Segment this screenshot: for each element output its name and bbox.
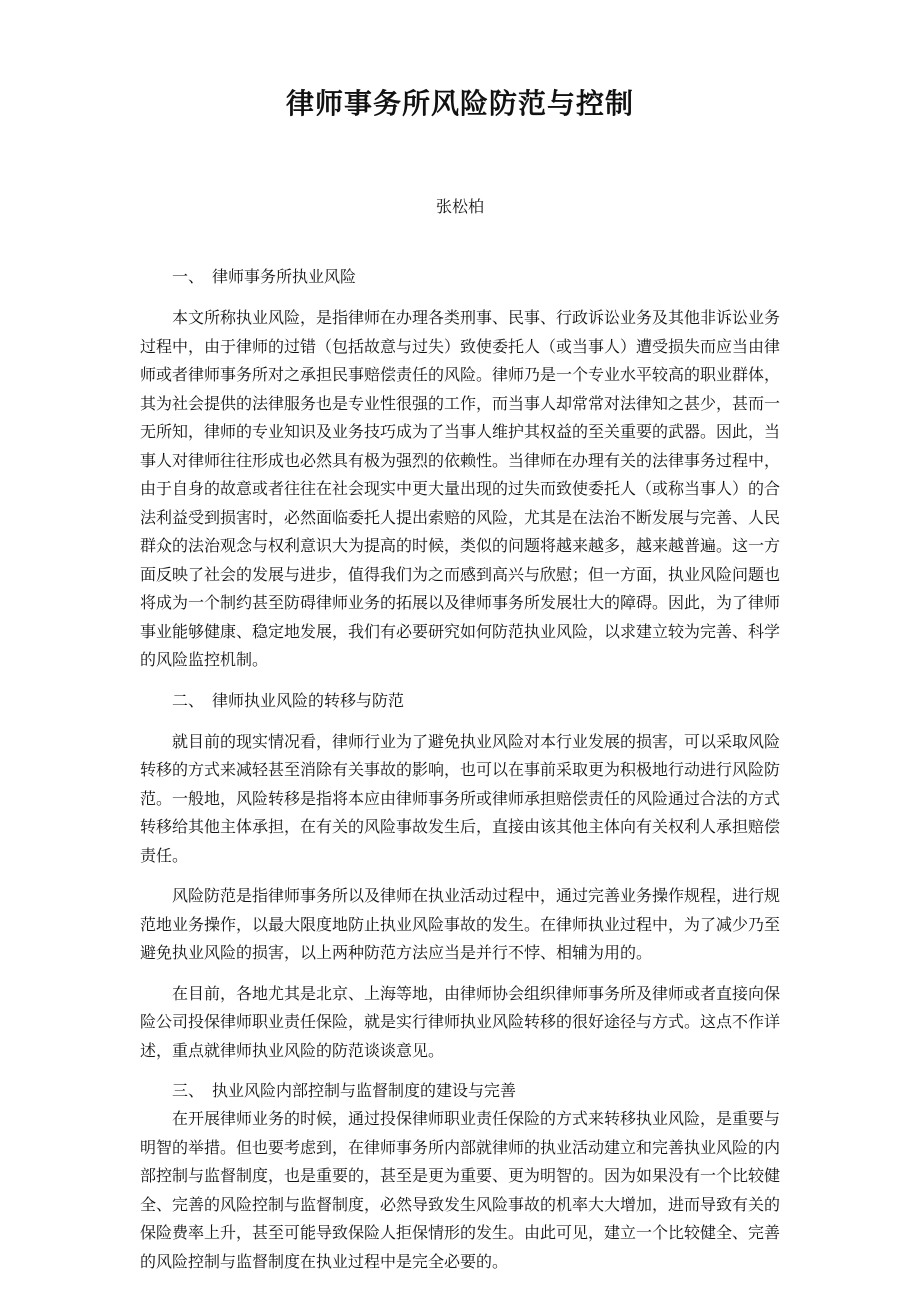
section-2-paragraph-3: 在目前，各地尤其是北京、上海等地，由律师协会组织律师事务所及律师或者直接向保险公司投保律师职业责任保险，就是实行律师执业风险转移的很好途径与方式。这点不作详述，重点就律师执业风险的防范谈谈意见。	[140, 985, 781, 1060]
section-1-paragraph-1: 本文所称执业风险，是指律师在办理各类刑事、民事、行政诉讼业务及其他非诉讼业务过程中，由于律师的过错（包括故意与过失）致使委托人（或当事人）遭受损失而应当由律师或者律师事务所对之承担民事赔偿责任的风险。律师乃是一个专业水平较高的职业群体，其为社会提供的法律服务也是专业性很强的工作，而当事人却常常对法律知之甚少，甚而一无所知，律师的专业知识及业务技巧成为了当事人维护其权益的至关重要的武器。因此，当事人对律师往往形成也必然具有极为强烈的依赖性。当律师在办理有关的法律事务过程中，由于自身的故意或者往往在社会现实中更大量出现的过失而致使委托人（或称当事人）的合法利益受到损害时，必然面临委托人提出索赔的风险，尤其是在法治不断发展与完善、人民群众的法治观念与权利意识大为提高的时候，类似的问题将越来越多，越来越普遍。这一方面反映了社会的发展与进步，值得我们为之而感到高兴与欣慰；但一方面，执业风险问题也将成为一个制约甚至防碍律师业务的拓展以及律师事务所发展壮大的障碍。因此，为了律师事业能够健康、稳定地发展，我们有必要研究如何防范执业风险，以求建立较为完善、科学的风险监控机制。	[140, 310, 781, 669]
section-1-heading: 一、 律师事务所执业风险	[172, 269, 357, 286]
section-3-paragraph-1: 在开展律师业务的时候，通过投保律师职业责任保险的方式来转移执业风险，是重要与明智的举措。但也要考虑到，在律师事务所内部就律师的执业活动建立和完善执业风险的内部控制与监督制度，也是重要的，甚至是更为重要、更为明智的。因为如果没有一个比较健全、完善的风险控制与监督制度，必然导致发生风险事故的机率大大增加，进而导致有关的保险费率上升，甚至可能导致保险人拒保情形的发生。由此可见，建立一个比较健全、完善的风险控制与监督制度在执业过程中是完全必要的。	[140, 1111, 781, 1271]
section-2-paragraph-2: 风险防范是指律师事务所以及律师在执业活动过程中，通过完善业务操作规程，进行规范地业务操作，以最大限度地防止执业风险事故的发生。在律师执业过程中，为了减少乃至避免执业风险的损害，以上两种防范方法应当是并行不悖、相辅为用的。	[140, 888, 781, 962]
document-author: 张松柏	[435, 199, 484, 216]
document-title: 律师事务所风险防范与控制	[285, 89, 634, 120]
section-3-heading: 三、 执业风险内部控制与监督制度的建设与完善	[172, 1083, 517, 1100]
section-2-heading: 二、 律师执业风险的转移与防范	[172, 692, 405, 710]
section-2-paragraph-1: 就目前的现实情况看，律师行业为了避免执业风险对本行业发展的损害，可以采取风险转移的方式来减轻甚至消除有关事故的影响，也可以在事前采取更为积极地行动进行风险防范。一般地，风险转移是指将本应由律师事务所或律师承担赔偿责任的风险通过合法的方式转移给其他主体承担，在有关的风险事故发生后，直接由该其他主体向有关权利人承担赔偿责任。	[140, 733, 781, 865]
